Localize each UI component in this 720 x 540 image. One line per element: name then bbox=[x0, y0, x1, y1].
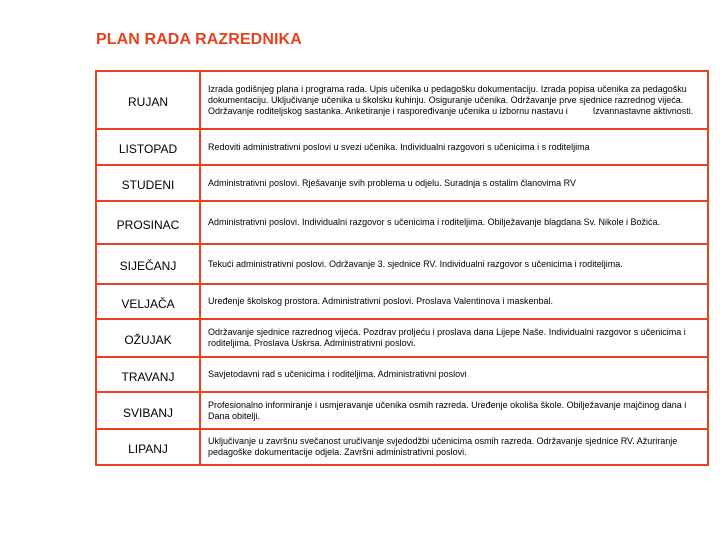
table-row bbox=[95, 130, 709, 166]
month-cell: LIPANJ bbox=[95, 430, 201, 466]
activities-cell: Uključivanje u završnu svečanost uručivanje svjedodžbi učenicima osmih razreda. Održavanje sjednice RV. Ažuriranje pedagoške dokumentacije odjela. Završni administrativni poslovi. bbox=[201, 430, 709, 466]
page-title: PLAN RADA RAZREDNIKA bbox=[96, 31, 302, 48]
month-cell: VELJAČA bbox=[95, 285, 201, 320]
table-row bbox=[95, 430, 709, 466]
month-cell: TRAVANJ bbox=[95, 358, 201, 393]
month-cell: STUDENI bbox=[95, 166, 201, 202]
activities-cell: Tekući administrativni poslovi. Održavanje 3. sjednice RV. Individualni razgovor s učenicima i roditeljima. bbox=[201, 245, 709, 285]
month-cell: LISTOPAD bbox=[95, 130, 201, 166]
activities-cell: Uređenje školskog prostora. Administrativni poslovi. Proslava Valentinova i maskenbal. bbox=[201, 285, 709, 320]
activities-cell: Održavanje sjednice razrednog vijeća. Pozdrav proljeću i proslava dana Lijepe Naše. Individualni razgovor s učenicima i roditeljima. Proslava Uskrsa. Administrativni poslovi. bbox=[201, 320, 709, 358]
table-row bbox=[95, 202, 709, 245]
activities-cell: Administrativni poslovi. Individualni razgovor s učenicima i roditeljima. Obilježavanje blagdana Sv. Nikole i Božića. bbox=[201, 202, 709, 245]
activities-cell: Savjetodavni rad s učenicima i roditeljima. Administrativni poslovi bbox=[201, 358, 709, 393]
table-row bbox=[95, 245, 709, 285]
table-row bbox=[95, 70, 709, 130]
plan-table bbox=[95, 70, 709, 466]
activities-cell: Administrativni poslovi. Rješavanje svih problema u odjelu. Suradnja s ostalim članovima RV bbox=[201, 166, 709, 202]
month-cell: SIJEČANJ bbox=[95, 245, 201, 285]
table-row bbox=[95, 166, 709, 202]
table-row bbox=[95, 358, 709, 393]
activities-cell: Redoviti administrativni poslovi u svezi učenika. Individualni razgovori s učenicima i s roditeljima bbox=[201, 130, 709, 166]
table-row bbox=[95, 320, 709, 358]
table-row bbox=[95, 393, 709, 430]
month-cell: OŽUJAK bbox=[95, 320, 201, 358]
activities-cell: Izrada godišnjeg plana i programa rada. Upis učenika u pedagošku dokumentaciju. Izrada popisa učenika za pedagošku dokumentaciju. Uključivanje učenika u školsku kuhinju. Osiguranje učenika. Održavanje prve sjednice razrednog vijeća. Održavanje roditeljskog sastanka. Anketiranje i raspoređivanje učenika u izbornu nastavu i Izvannastavne aktivnosti. bbox=[201, 70, 709, 130]
month-cell: SVIBANJ bbox=[95, 393, 201, 430]
month-cell: RUJAN bbox=[95, 70, 201, 130]
table-row bbox=[95, 285, 709, 320]
month-cell: PROSINAC bbox=[95, 202, 201, 245]
activities-cell: Profesionalno informiranje i usmjeravanje učenika osmih razreda. Uređenje okoliša škole. Obilježavanje majčinog dana i Dana obitelji. bbox=[201, 393, 709, 430]
